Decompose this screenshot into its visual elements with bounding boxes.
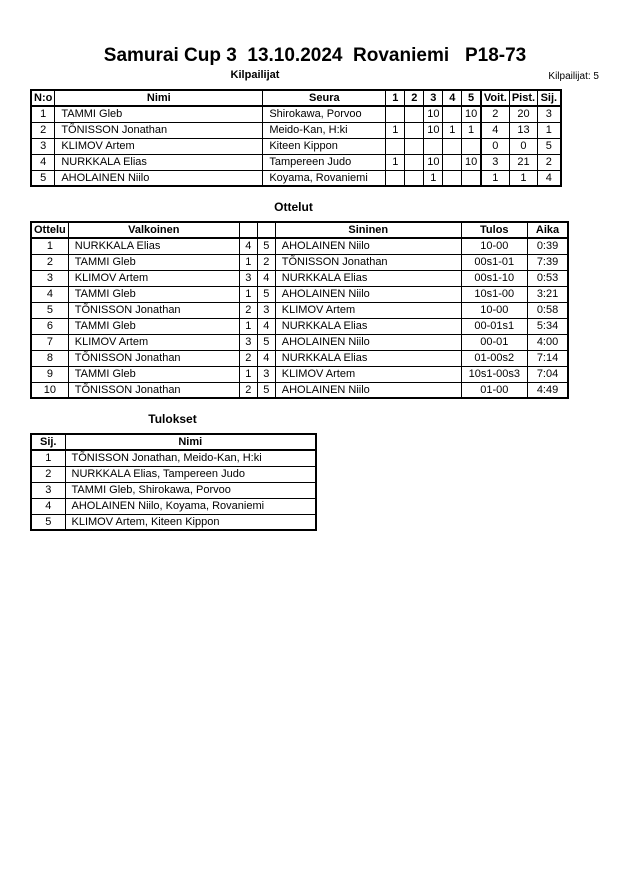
match-no: 1 [31, 238, 68, 254]
result-row [31, 514, 316, 530]
competitor-row [31, 122, 561, 138]
round-3-score: 1 [424, 170, 443, 186]
col-header-no: N:o [31, 90, 55, 106]
competitor-name: NURKKALA Elias [55, 154, 263, 170]
match-time: 0:39 [527, 238, 568, 254]
result-row [31, 466, 316, 482]
blue-competitor: NURKKALA Elias [275, 270, 461, 286]
competitors-header-row [31, 90, 561, 106]
results-header-row [31, 434, 316, 450]
match-no: 8 [31, 350, 68, 366]
col-header-blue-no [257, 222, 275, 238]
match-time: 5:34 [527, 318, 568, 334]
col-header-blue: Sininen [275, 222, 461, 238]
competitor-name: KLIMOV Artem [55, 138, 263, 154]
white-competitor: NURKKALA Elias [68, 238, 239, 254]
blue-competitor-no: 3 [257, 302, 275, 318]
round-3-score: 10 [424, 106, 443, 122]
round-2-score [405, 122, 424, 138]
round-4-score [443, 154, 462, 170]
competitor-points: 13 [509, 122, 537, 138]
matches-header-row [31, 222, 568, 238]
match-row [31, 318, 568, 334]
result-row [31, 498, 316, 514]
col-header-white-no [239, 222, 257, 238]
competitor-club: Tampereen Judo [263, 154, 386, 170]
result-name: KLIMOV Artem, Kiteen Kippon [65, 514, 316, 530]
blue-competitor-no: 5 [257, 238, 275, 254]
competitor-row [31, 170, 561, 186]
col-header-round-5: 5 [462, 90, 481, 106]
match-time: 7:39 [527, 254, 568, 270]
match-no: 3 [31, 270, 68, 286]
result-rank: 4 [31, 498, 65, 514]
match-row [31, 302, 568, 318]
result-name: AHOLAINEN Niilo, Koyama, Rovaniemi [65, 498, 316, 514]
white-competitor: TAMMI Gleb [68, 318, 239, 334]
competitor-club: Kiteen Kippon [263, 138, 386, 154]
round-4-score [443, 170, 462, 186]
white-competitor: TÕNISSON Jonathan [68, 350, 239, 366]
round-5-score [462, 170, 481, 186]
white-competitor: TAMMI Gleb [68, 254, 239, 270]
white-competitor-no: 3 [239, 334, 257, 350]
white-competitor-no: 1 [239, 254, 257, 270]
competitor-no: 3 [31, 138, 55, 154]
match-no: 2 [31, 254, 68, 270]
blue-competitor: TÕNISSON Jonathan [275, 254, 461, 270]
match-result: 10s1-00s3 [461, 366, 527, 382]
white-competitor-no: 3 [239, 270, 257, 286]
white-competitor: KLIMOV Artem [68, 334, 239, 350]
competitor-rank: 5 [538, 138, 561, 154]
round-3-score: 10 [424, 122, 443, 138]
result-rank: 1 [31, 450, 65, 466]
round-1-score: 1 [386, 122, 405, 138]
col-header-round-4: 4 [443, 90, 462, 106]
match-no: 9 [31, 366, 68, 382]
round-4-score [443, 106, 462, 122]
results-table [30, 433, 317, 531]
blue-competitor-no: 4 [257, 350, 275, 366]
white-competitor-no: 1 [239, 318, 257, 334]
round-2-score [405, 106, 424, 122]
competitor-wins: 3 [481, 154, 510, 170]
blue-competitor-no: 4 [257, 270, 275, 286]
round-2-score [405, 170, 424, 186]
result-rank: 2 [31, 466, 65, 482]
match-row [31, 286, 568, 302]
match-no: 5 [31, 302, 68, 318]
match-time: 4:49 [527, 382, 568, 398]
competitors-count: Kilpailijat: 5 [548, 71, 599, 82]
white-competitor-no: 1 [239, 286, 257, 302]
round-1-score: 1 [386, 154, 405, 170]
col-header-name: Nimi [55, 90, 263, 106]
competitor-row [31, 106, 561, 122]
match-result: 10-00 [461, 238, 527, 254]
competitor-row [31, 154, 561, 170]
col-header-white: Valkoinen [68, 222, 239, 238]
white-competitor-no: 2 [239, 350, 257, 366]
competitor-rank: 4 [538, 170, 561, 186]
blue-competitor-no: 5 [257, 382, 275, 398]
match-time: 7:14 [527, 350, 568, 366]
competitors-heading: Kilpailijat [230, 69, 280, 81]
result-name: TÕNISSON Jonathan, Meido-Kan, H:ki [65, 450, 316, 466]
white-competitor-no: 2 [239, 382, 257, 398]
competitor-points: 0 [509, 138, 537, 154]
match-result: 00s1-01 [461, 254, 527, 270]
competitors-table [30, 89, 562, 187]
match-result: 00-01 [461, 334, 527, 350]
result-row [31, 482, 316, 498]
white-competitor: TÕNISSON Jonathan [68, 382, 239, 398]
round-5-score: 1 [462, 122, 481, 138]
competitor-points: 20 [509, 106, 537, 122]
result-row [31, 450, 316, 466]
blue-competitor: NURKKALA Elias [275, 350, 461, 366]
competitor-name: AHOLAINEN Niilo [55, 170, 263, 186]
competitor-points: 21 [509, 154, 537, 170]
match-result: 10-00 [461, 302, 527, 318]
matches-table [30, 221, 569, 399]
match-row [31, 334, 568, 350]
competitor-club: Meido-Kan, H:ki [263, 122, 386, 138]
white-competitor-no: 1 [239, 366, 257, 382]
match-time: 4:00 [527, 334, 568, 350]
competitor-rank: 2 [538, 154, 561, 170]
match-result: 10s1-00 [461, 286, 527, 302]
blue-competitor: AHOLAINEN Niilo [275, 286, 461, 302]
round-4-score [443, 138, 462, 154]
competitor-club: Shirokawa, Porvoo [263, 106, 386, 122]
blue-competitor: KLIMOV Artem [275, 366, 461, 382]
match-row [31, 254, 568, 270]
round-5-score [462, 138, 481, 154]
col-header-match-no: Ottelu [31, 222, 68, 238]
competitor-no: 5 [31, 170, 55, 186]
matches-heading: Ottelut [274, 200, 313, 214]
match-result: 01-00s2 [461, 350, 527, 366]
col-header-round-1: 1 [386, 90, 405, 106]
competitor-name: TÕNISSON Jonathan [55, 122, 263, 138]
round-5-score: 10 [462, 106, 481, 122]
competitor-wins: 0 [481, 138, 510, 154]
competitor-wins: 2 [481, 106, 510, 122]
round-1-score [386, 138, 405, 154]
col-header-result: Tulos [461, 222, 527, 238]
blue-competitor: AHOLAINEN Niilo [275, 334, 461, 350]
competitor-no: 2 [31, 122, 55, 138]
round-2-score [405, 138, 424, 154]
match-time: 7:04 [527, 366, 568, 382]
match-time: 0:58 [527, 302, 568, 318]
result-name: NURKKALA Elias, Tampereen Judo [65, 466, 316, 482]
white-competitor-no: 4 [239, 238, 257, 254]
blue-competitor: AHOLAINEN Niilo [275, 382, 461, 398]
match-no: 6 [31, 318, 68, 334]
match-row [31, 238, 568, 254]
col-header-wins: Voit. [481, 90, 510, 106]
competitor-rank: 1 [538, 122, 561, 138]
blue-competitor-no: 5 [257, 286, 275, 302]
competitor-no: 4 [31, 154, 55, 170]
round-2-score [405, 154, 424, 170]
col-header-rank: Sij. [31, 434, 65, 450]
match-result: 01-00 [461, 382, 527, 398]
competitor-name: TAMMI Gleb [55, 106, 263, 122]
match-no: 4 [31, 286, 68, 302]
result-name: TAMMI Gleb, Shirokawa, Porvoo [65, 482, 316, 498]
competitor-wins: 1 [481, 170, 510, 186]
result-rank: 5 [31, 514, 65, 530]
col-header-time: Aika [527, 222, 568, 238]
white-competitor-no: 2 [239, 302, 257, 318]
competitor-wins: 4 [481, 122, 510, 138]
white-competitor: KLIMOV Artem [68, 270, 239, 286]
white-competitor: TÕNISSON Jonathan [68, 302, 239, 318]
page-title: Samurai Cup 3 13.10.2024 Rovaniemi P18-73 [103, 45, 527, 66]
blue-competitor-no: 5 [257, 334, 275, 350]
round-1-score [386, 170, 405, 186]
col-header-rank: Sij. [538, 90, 561, 106]
white-competitor: TAMMI Gleb [68, 286, 239, 302]
col-header-points: Pist. [509, 90, 537, 106]
match-row [31, 350, 568, 366]
blue-competitor-no: 3 [257, 366, 275, 382]
white-competitor: TAMMI Gleb [68, 366, 239, 382]
blue-competitor: KLIMOV Artem [275, 302, 461, 318]
competitor-rank: 3 [538, 106, 561, 122]
competitor-no: 1 [31, 106, 55, 122]
results-heading: Tulokset [148, 412, 197, 426]
blue-competitor-no: 4 [257, 318, 275, 334]
result-rank: 3 [31, 482, 65, 498]
subtitle-row [0, 69, 630, 83]
round-3-score: 10 [424, 154, 443, 170]
match-no: 7 [31, 334, 68, 350]
match-row [31, 366, 568, 382]
competitor-row [31, 138, 561, 154]
competitor-club: Koyama, Rovaniemi [263, 170, 386, 186]
match-row [31, 382, 568, 398]
match-time: 3:21 [527, 286, 568, 302]
col-header-round-3: 3 [424, 90, 443, 106]
round-5-score: 10 [462, 154, 481, 170]
blue-competitor-no: 2 [257, 254, 275, 270]
round-4-score: 1 [443, 122, 462, 138]
col-header-club: Seura [263, 90, 386, 106]
competitor-points: 1 [509, 170, 537, 186]
blue-competitor: AHOLAINEN Niilo [275, 238, 461, 254]
col-header-round-2: 2 [405, 90, 424, 106]
round-3-score [424, 138, 443, 154]
match-result: 00s1-10 [461, 270, 527, 286]
match-time: 0:53 [527, 270, 568, 286]
match-result: 00-01s1 [461, 318, 527, 334]
match-no: 10 [31, 382, 68, 398]
col-header-name: Nimi [65, 434, 316, 450]
blue-competitor: NURKKALA Elias [275, 318, 461, 334]
round-1-score [386, 106, 405, 122]
match-row [31, 270, 568, 286]
